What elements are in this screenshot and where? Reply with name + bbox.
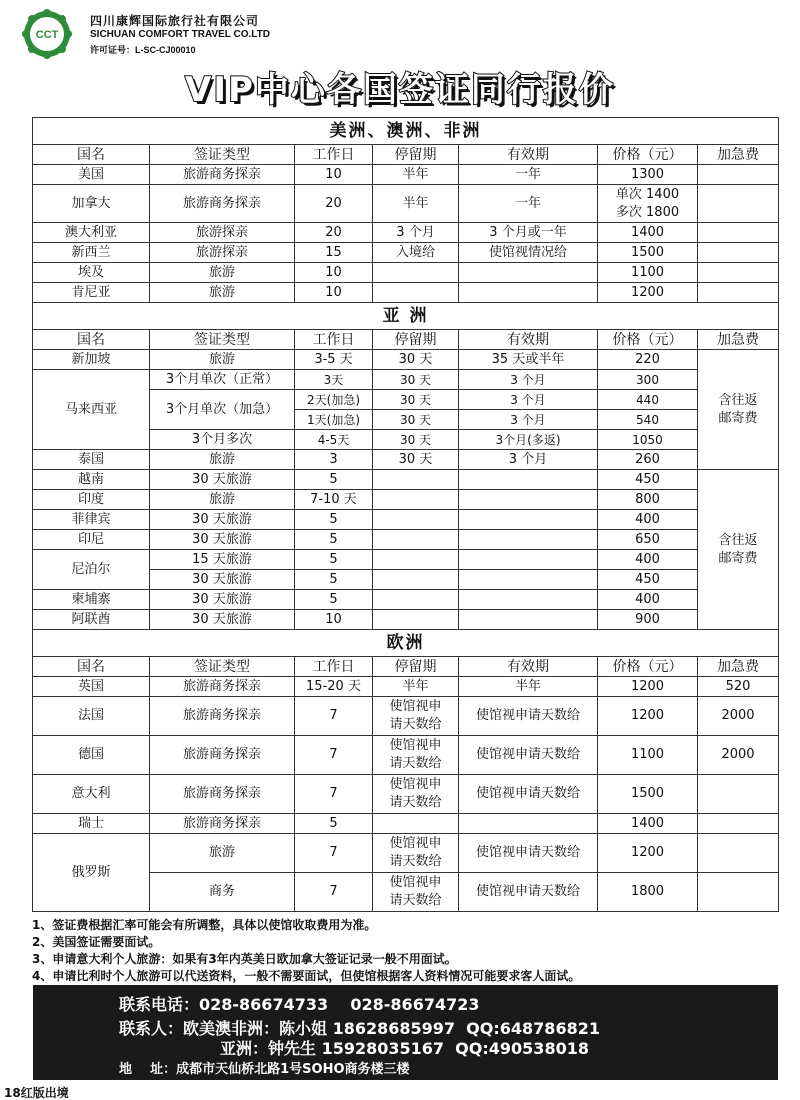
- table-cell: [373, 610, 459, 630]
- table-cell: 旅游: [150, 834, 295, 873]
- table-cell: 意大利: [33, 775, 150, 814]
- table-cell: 300: [598, 370, 698, 390]
- table-cell: 7: [295, 834, 373, 873]
- table-cell: 旅游商务探亲: [150, 736, 295, 775]
- table-cell: 4-5天: [295, 430, 373, 450]
- table-row: [33, 165, 779, 185]
- table-row: [33, 223, 779, 243]
- table-cell: 30 天: [373, 390, 459, 410]
- table-cell: 使馆视申 请天数给: [373, 736, 459, 775]
- table-cell: 520: [698, 677, 779, 697]
- table-row: [33, 490, 779, 510]
- table-cell: 印度: [33, 490, 150, 510]
- column-header: 签证类型: [150, 330, 295, 350]
- visa-price-table: [32, 117, 779, 912]
- table-row: [33, 470, 779, 490]
- table-cell: 英国: [33, 677, 150, 697]
- table-cell: 450: [598, 470, 698, 490]
- table-cell: 印尼: [33, 530, 150, 550]
- table-cell: 7: [295, 697, 373, 736]
- note-item: 3、申请意大利个人旅游：如果有3年内英美日欧加拿大签证记录一般不用面试。: [32, 952, 457, 966]
- table-cell: 7: [295, 873, 373, 912]
- table-cell: 越南: [33, 470, 150, 490]
- table-cell: 1500: [598, 775, 698, 814]
- table-cell: 1500: [598, 243, 698, 263]
- column-header: 国名: [33, 330, 150, 350]
- table-cell: [698, 283, 779, 303]
- contact-phone: 联系电话：028-86674733 028-86674723: [119, 995, 480, 1014]
- table-cell: 旅游商务探亲: [150, 814, 295, 834]
- column-header: 签证类型: [150, 145, 295, 165]
- table-cell: [698, 873, 779, 912]
- table-cell: 10: [295, 263, 373, 283]
- table-cell: 30 天: [373, 430, 459, 450]
- table-cell: 30 天: [373, 410, 459, 430]
- table-row: [33, 370, 779, 390]
- table-cell: 半年: [459, 677, 598, 697]
- section-row: [33, 303, 779, 330]
- table-cell: 5: [295, 510, 373, 530]
- table-cell: 15-20 天: [295, 677, 373, 697]
- country-name: 俄罗斯: [33, 834, 150, 912]
- table-cell: [459, 530, 598, 550]
- table-cell: 400: [598, 590, 698, 610]
- table-cell: 旅游: [150, 283, 295, 303]
- column-header: 加急费: [698, 330, 779, 350]
- country-name: 马来西亚: [33, 370, 150, 450]
- table-cell: 泰国: [33, 450, 150, 470]
- table-cell: 一年: [459, 165, 598, 185]
- table-cell: 单次 1400 多次 1800: [598, 185, 698, 223]
- table-cell: 15 天旅游: [150, 550, 295, 570]
- contact-person-americas: 联系人：欧美澳非洲：陈小姐 18628685997 QQ:648786821: [119, 1019, 600, 1038]
- table-cell: [373, 470, 459, 490]
- table-row: [33, 185, 779, 223]
- table-cell: 15: [295, 243, 373, 263]
- table-cell: 肯尼亚: [33, 283, 150, 303]
- table-cell: [373, 263, 459, 283]
- table-cell: 400: [598, 550, 698, 570]
- section-row: [33, 118, 779, 145]
- table-cell: 7-10 天: [295, 490, 373, 510]
- table-row: [33, 736, 779, 775]
- column-header: 加急费: [698, 145, 779, 165]
- table-cell: 7: [295, 775, 373, 814]
- table-cell: 1200: [598, 697, 698, 736]
- table-cell: 旅游探亲: [150, 223, 295, 243]
- column-header: 有效期: [459, 657, 598, 677]
- table-cell: 10: [295, 165, 373, 185]
- table-cell: 800: [598, 490, 698, 510]
- table-cell: [373, 570, 459, 590]
- rush-fee-note: 含往返 邮寄费: [698, 470, 779, 630]
- table-cell: [459, 263, 598, 283]
- table-cell: 新加坡: [33, 350, 150, 370]
- table-cell: 3: [295, 450, 373, 470]
- table-cell: 3个月单次（正常）: [150, 370, 295, 390]
- table-cell: [698, 263, 779, 283]
- table-cell: 3 个月: [373, 223, 459, 243]
- table-cell: 一年: [459, 185, 598, 223]
- page-title: VIP中心各国签证同行报价: [185, 70, 615, 110]
- table-cell: [698, 185, 779, 223]
- table-cell: 使馆视申请天数给: [459, 697, 598, 736]
- table-cell: 3个月多次: [150, 430, 295, 450]
- table-cell: [373, 814, 459, 834]
- table-cell: 使馆视申请天数给: [459, 834, 598, 873]
- table-cell: [459, 490, 598, 510]
- notes: [32, 917, 580, 985]
- table-cell: 10: [295, 283, 373, 303]
- table-cell: [698, 165, 779, 185]
- table-cell: 30 天: [373, 450, 459, 470]
- table-cell: 澳大利亚: [33, 223, 150, 243]
- table-cell: 5: [295, 530, 373, 550]
- column-header: 停留期: [373, 657, 459, 677]
- table-cell: 美国: [33, 165, 150, 185]
- table-cell: 400: [598, 510, 698, 530]
- table-cell: 瑞士: [33, 814, 150, 834]
- table-cell: 650: [598, 530, 698, 550]
- table-row: [33, 610, 779, 630]
- column-header: 价格（元）: [598, 145, 698, 165]
- table-row: [33, 814, 779, 834]
- table-cell: 450: [598, 570, 698, 590]
- table-cell: 30 天: [373, 370, 459, 390]
- table-cell: 埃及: [33, 263, 150, 283]
- table-cell: 使馆视申请天数给: [459, 736, 598, 775]
- note-item: 4、申请比利时个人旅游可以代送资料，一般不需要面试，但使馆根据客人资料情况可能要求客人面试。: [32, 969, 581, 983]
- table-cell: 入境给: [373, 243, 459, 263]
- column-header: 有效期: [459, 330, 598, 350]
- table-cell: 3个月单次（加急）: [150, 390, 295, 430]
- table-cell: 使馆视申 请天数给: [373, 697, 459, 736]
- table-cell: 使馆视申请天数给: [459, 873, 598, 912]
- contact-person-asia: 亚洲：钟先生 15928035167 QQ:490538018: [220, 1039, 589, 1058]
- table-cell: 20: [295, 223, 373, 243]
- table-cell: 3 个月或一年: [459, 223, 598, 243]
- table-cell: 旅游商务探亲: [150, 677, 295, 697]
- contact-box: [33, 985, 778, 1080]
- table-cell: 1050: [598, 430, 698, 450]
- table-cell: 使馆视情况给: [459, 243, 598, 263]
- table-row: [33, 775, 779, 814]
- table-cell: 2天(加急): [295, 390, 373, 410]
- table-row: [33, 530, 779, 550]
- table-cell: 35 天或半年: [459, 350, 598, 370]
- table-cell: 使馆视申请天数给: [459, 775, 598, 814]
- table-cell: 1100: [598, 736, 698, 775]
- table-cell: [373, 530, 459, 550]
- page-footer: 18红版出境: [4, 1086, 69, 1100]
- logo-text: CCT: [35, 29, 59, 41]
- table-row: [33, 450, 779, 470]
- table-cell: 1800: [598, 873, 698, 912]
- table-cell: 3 个月: [459, 410, 598, 430]
- table-row: [33, 243, 779, 263]
- table-cell: [459, 470, 598, 490]
- column-header: 国名: [33, 145, 150, 165]
- table-cell: 1100: [598, 263, 698, 283]
- table-cell: 260: [598, 450, 698, 470]
- table-cell: 旅游商务探亲: [150, 185, 295, 223]
- table-cell: [373, 590, 459, 610]
- table-cell: 旅游商务探亲: [150, 775, 295, 814]
- table-header-row: [33, 330, 779, 350]
- company-name-en: SICHUAN COMFORT TRAVEL CO.LTD: [90, 29, 270, 40]
- table-cell: 5: [295, 590, 373, 610]
- table-row: [33, 550, 779, 570]
- table-row: [33, 677, 779, 697]
- table-row: [33, 350, 779, 370]
- table-cell: 440: [598, 390, 698, 410]
- table-cell: 旅游探亲: [150, 243, 295, 263]
- table-cell: 3天: [295, 370, 373, 390]
- table-cell: 半年: [373, 185, 459, 223]
- table-cell: 使馆视申 请天数给: [373, 775, 459, 814]
- section-title: 欧洲: [33, 630, 779, 657]
- table-cell: 法国: [33, 697, 150, 736]
- table-cell: 旅游: [150, 490, 295, 510]
- section-row: [33, 630, 779, 657]
- table-cell: 使馆视申 请天数给: [373, 834, 459, 873]
- table-cell: 柬埔寨: [33, 590, 150, 610]
- column-header: 工作日: [295, 657, 373, 677]
- contact-address: 地 址：成都市天仙桥北路1号SOHO商务楼三楼: [119, 1062, 410, 1077]
- column-header: 工作日: [295, 145, 373, 165]
- table-cell: 5: [295, 470, 373, 490]
- table-cell: 商务: [150, 873, 295, 912]
- table-cell: 3 个月: [459, 370, 598, 390]
- table-cell: 加拿大: [33, 185, 150, 223]
- table-cell: [698, 834, 779, 873]
- table-cell: 30 天旅游: [150, 590, 295, 610]
- table-cell: 3 个月: [459, 450, 598, 470]
- section-title: 亚 洲: [33, 303, 779, 330]
- column-header: 价格（元）: [598, 657, 698, 677]
- table-cell: 旅游: [150, 350, 295, 370]
- table-cell: 900: [598, 610, 698, 630]
- table-cell: 1天(加急): [295, 410, 373, 430]
- column-header: 加急费: [698, 657, 779, 677]
- table-cell: 5: [295, 814, 373, 834]
- table-cell: 7: [295, 736, 373, 775]
- table-cell: [698, 814, 779, 834]
- column-header: 工作日: [295, 330, 373, 350]
- table-cell: 30 天旅游: [150, 610, 295, 630]
- column-header: 停留期: [373, 330, 459, 350]
- table-cell: [459, 550, 598, 570]
- table-cell: 30 天旅游: [150, 530, 295, 550]
- table-row: [33, 510, 779, 530]
- table-cell: 1400: [598, 814, 698, 834]
- table-cell: [459, 510, 598, 530]
- table-header-row: [33, 145, 779, 165]
- table-cell: 3 个月: [459, 390, 598, 410]
- table-header-row: [33, 657, 779, 677]
- table-cell: 3个月(多返): [459, 430, 598, 450]
- company-logo-icon: [22, 9, 72, 59]
- table-cell: 旅游: [150, 263, 295, 283]
- table-cell: 旅游商务探亲: [150, 165, 295, 185]
- table-row: [33, 697, 779, 736]
- table-cell: [459, 570, 598, 590]
- table-cell: 1200: [598, 834, 698, 873]
- table-cell: 新西兰: [33, 243, 150, 263]
- table-cell: [698, 243, 779, 263]
- table-cell: 使馆视申 请天数给: [373, 873, 459, 912]
- table-cell: [373, 550, 459, 570]
- note-item: 1、签证费根据汇率可能会有所调整，具体以使馆收取费用为准。: [32, 918, 377, 932]
- note-item: 2、美国签证需要面试。: [32, 935, 161, 949]
- table-cell: 2000: [698, 736, 779, 775]
- table-cell: [459, 283, 598, 303]
- table-row: [33, 263, 779, 283]
- company-name-cn: 四川康辉国际旅行社有限公司: [90, 14, 260, 28]
- table-cell: 菲律宾: [33, 510, 150, 530]
- table-cell: [698, 775, 779, 814]
- table-row: [33, 590, 779, 610]
- table-cell: 半年: [373, 677, 459, 697]
- table-cell: 旅游商务探亲: [150, 697, 295, 736]
- table-cell: 10: [295, 610, 373, 630]
- table-cell: 540: [598, 410, 698, 430]
- column-header: 国名: [33, 657, 150, 677]
- table-cell: [373, 490, 459, 510]
- table-cell: 半年: [373, 165, 459, 185]
- table-cell: 1300: [598, 165, 698, 185]
- table-row: [33, 834, 779, 873]
- table-cell: 1200: [598, 677, 698, 697]
- column-header: 价格（元）: [598, 330, 698, 350]
- table-cell: 20: [295, 185, 373, 223]
- table-cell: 2000: [698, 697, 779, 736]
- table-cell: 1400: [598, 223, 698, 243]
- section-title: 美洲、澳洲、非洲: [33, 118, 779, 145]
- table-cell: 30 天旅游: [150, 470, 295, 490]
- table-cell: [698, 223, 779, 243]
- table-cell: [373, 510, 459, 530]
- table-cell: 30 天旅游: [150, 510, 295, 530]
- table-cell: [373, 283, 459, 303]
- table-cell: 5: [295, 570, 373, 590]
- table-cell: 德国: [33, 736, 150, 775]
- table-cell: [459, 610, 598, 630]
- table-cell: 1200: [598, 283, 698, 303]
- column-header: 停留期: [373, 145, 459, 165]
- country-name: 尼泊尔: [33, 550, 150, 590]
- table-cell: 30 天: [373, 350, 459, 370]
- table-cell: [459, 590, 598, 610]
- license-number: 许可证号：L-SC-CJ00010: [90, 45, 196, 55]
- table-cell: [459, 814, 598, 834]
- table-row: [33, 283, 779, 303]
- table-cell: 旅游: [150, 450, 295, 470]
- table-cell: 220: [598, 350, 698, 370]
- column-header: 有效期: [459, 145, 598, 165]
- column-header: 签证类型: [150, 657, 295, 677]
- table-cell: 阿联酋: [33, 610, 150, 630]
- rush-fee-note: 含往返 邮寄费: [698, 350, 779, 470]
- company-header: [20, 6, 420, 56]
- table-cell: 30 天旅游: [150, 570, 295, 590]
- table-cell: 5: [295, 550, 373, 570]
- table-cell: 3-5 天: [295, 350, 373, 370]
